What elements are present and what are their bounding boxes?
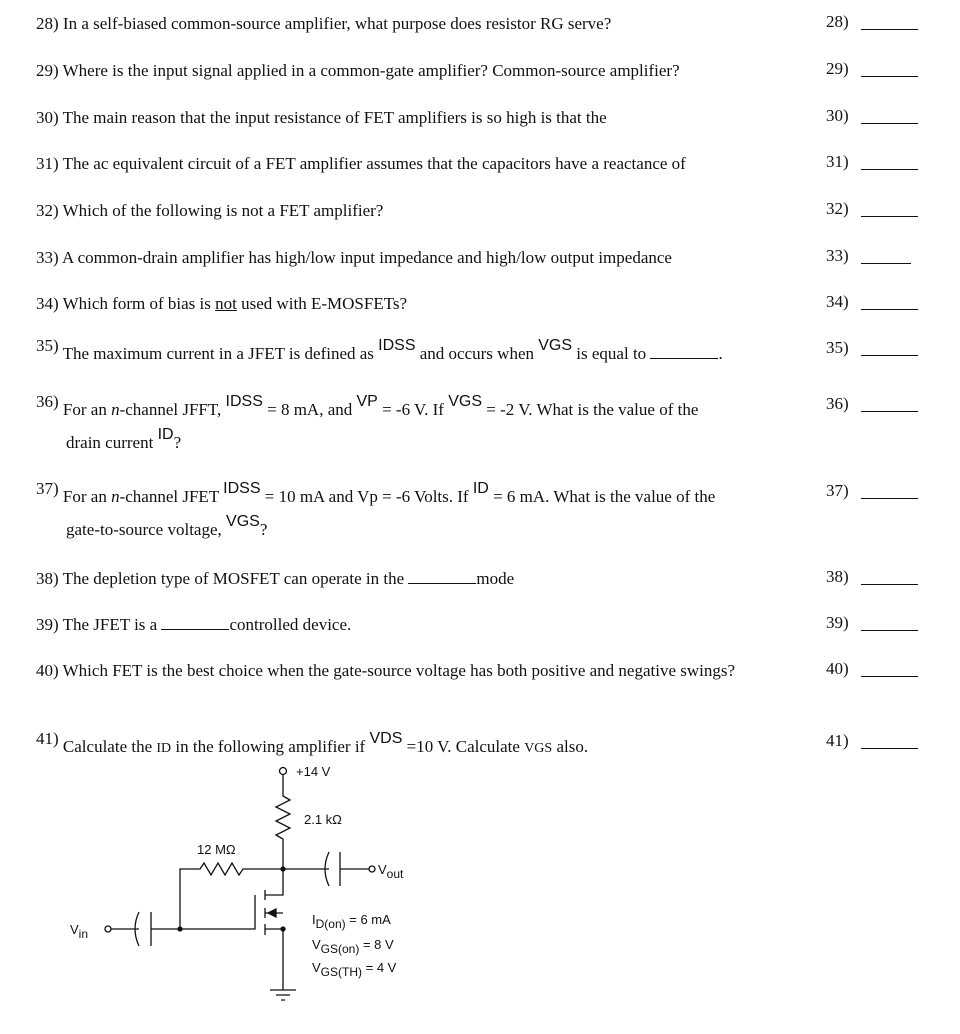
symbol: VGS [448, 393, 482, 410]
question-text: =10 V. Calculate [402, 737, 525, 756]
input-capacitor-icon [111, 895, 255, 946]
question-text: Which form of bias is [62, 294, 216, 313]
question-number: 36) [36, 392, 59, 411]
answer-number: 34) [826, 292, 849, 311]
question-text: n [111, 400, 120, 419]
rg-label: 12 MΩ [197, 842, 236, 857]
symbol: IDSS [223, 480, 261, 497]
question-number: 41) [36, 729, 59, 748]
svg-text:ID(on) = 6 mA [312, 912, 391, 931]
question-text: . [718, 344, 723, 363]
vgs-on-value: = 8 V [359, 937, 394, 952]
question-number: 34) [36, 294, 59, 313]
answer-number: 38) [826, 567, 849, 586]
question-text: not [215, 294, 237, 313]
question-number: 33) [36, 248, 59, 267]
answer-number: 37) [826, 481, 849, 500]
ground-icon [270, 990, 296, 1000]
svg-text:2.1 kΩ [304, 812, 342, 827]
question-number: 35) [36, 336, 59, 355]
symbol: VP [356, 393, 378, 410]
answer-number: 35) [826, 338, 849, 357]
symbol: VGS [538, 337, 573, 354]
question-text: = -6 V. If [377, 400, 449, 419]
question-number: 40) [36, 661, 59, 680]
id-on-value: = 6 mA [345, 912, 391, 927]
answer-number: 28) [826, 12, 849, 31]
question-text: = 6 mA. What is the value of the [488, 487, 716, 506]
question-text: -channel JFFT, [119, 400, 226, 419]
question-number: 39) [36, 615, 59, 634]
vout-terminal-icon [369, 866, 375, 872]
rd-label: 2.1 kΩ [304, 812, 342, 827]
question-text: Calculate the [62, 737, 157, 756]
answer-number: 39) [826, 613, 849, 632]
question-text: mode [476, 569, 515, 588]
supply-terminal-icon [280, 768, 287, 775]
question-text: Which of the following is not a FET amplifier? [62, 201, 384, 220]
question-text: ? [259, 520, 268, 539]
question-text: n [111, 487, 120, 506]
vin-label: V [70, 922, 79, 937]
question-text: used with E-MOSFETs? [236, 294, 408, 313]
drain-resistor-icon [276, 775, 290, 870]
question-number: 31) [36, 154, 59, 173]
symbol: ID [157, 426, 174, 443]
vgs-th-label: V [312, 960, 321, 975]
question-number: 28) [36, 14, 59, 33]
answer-number: 32) [826, 199, 849, 218]
answer-number: 29) [826, 59, 849, 78]
question-text: in the following amplifier if [171, 737, 370, 756]
question-number: 38) [36, 569, 59, 588]
id-on-label: I [312, 912, 316, 927]
svg-text:VGS(on) = 8 V [312, 937, 394, 956]
svg-text:+14 V [296, 764, 331, 779]
vgs-th-subscript: GS(TH) [320, 965, 362, 979]
answer-number: 30) [826, 106, 849, 125]
question-text: The maximum current in a JFET is defined as [62, 344, 379, 363]
symbol: VGS [226, 513, 260, 530]
question-text: = -2 V. What is the value of the [482, 400, 699, 419]
symbol: VDS [369, 730, 403, 747]
question-text: The ac equivalent circuit of a FET amplifier assumes that the capacitors have a reactance of [62, 154, 686, 173]
output-capacitor-icon [283, 852, 369, 886]
question-text: drain current [66, 433, 158, 452]
vout-label: V [378, 862, 387, 877]
answer-number: 41) [826, 731, 849, 750]
question-text: The JFET is a [62, 615, 162, 634]
symbol: IDSS [378, 337, 416, 354]
symbol: ID [472, 480, 489, 497]
svg-text:12 MΩ [197, 842, 236, 857]
svg-text:VGS(TH) = 4 V [312, 960, 397, 979]
vgs-th-value: = 4 V [362, 960, 397, 975]
question-text: For an [62, 400, 112, 419]
question-text: gate-to-source voltage, [66, 520, 227, 539]
symbol: IDSS [225, 393, 263, 410]
question-text: and occurs when [415, 344, 539, 363]
question-text: For an [62, 487, 112, 506]
question-text: is equal to [572, 344, 651, 363]
svg-text:Vin [70, 922, 88, 941]
vout-subscript: out [386, 867, 404, 881]
question-text: The depletion type of MOSFET can operate in the [62, 569, 409, 588]
question-text: VGS [524, 741, 553, 756]
answer-number: 40) [826, 659, 849, 678]
question-text: controlled device. [229, 615, 352, 634]
question-text: The main reason that the input resistance of FET amplifiers is so high is that the [62, 108, 607, 127]
question-text: = 10 mA and Vp = -6 Volts. If [260, 487, 473, 506]
question-number: 30) [36, 108, 59, 127]
question-text: ? [173, 433, 182, 452]
vin-terminal-icon [105, 926, 111, 932]
mosfet-icon [265, 869, 283, 990]
question-text: In a self-biased common-source amplifier, what purpose does resistor RG serve? [62, 14, 612, 33]
vgs-on-label: V [312, 937, 321, 952]
question-text: ID [156, 741, 172, 756]
gate-resistor-icon [180, 863, 283, 929]
question-text: Which FET is the best choice when the gate-source voltage has both positive and negative swings? [62, 661, 736, 680]
question-number: 32) [36, 201, 59, 220]
question-number: 37) [36, 479, 59, 498]
vgs-on-subscript: GS(on) [320, 942, 360, 956]
answer-number: 33) [826, 246, 849, 265]
question-text: Where is the input signal applied in a common-gate amplifier? Common-source amplifier? [62, 61, 680, 80]
question-text: A common-drain amplifier has high/low input impedance and high/low output impedance [61, 248, 672, 267]
question-text: also. [552, 737, 589, 756]
answer-number: 36) [826, 394, 849, 413]
question-text: -channel JFET [119, 487, 224, 506]
supply-label: +14 V [296, 764, 331, 779]
id-on-subscript: D(on) [315, 917, 346, 931]
svg-text:Vout [378, 862, 404, 881]
question-number: 29) [36, 61, 59, 80]
vin-subscript: in [78, 927, 89, 941]
answer-number: 31) [826, 152, 849, 171]
question-text: = 8 mA, and [262, 400, 357, 419]
